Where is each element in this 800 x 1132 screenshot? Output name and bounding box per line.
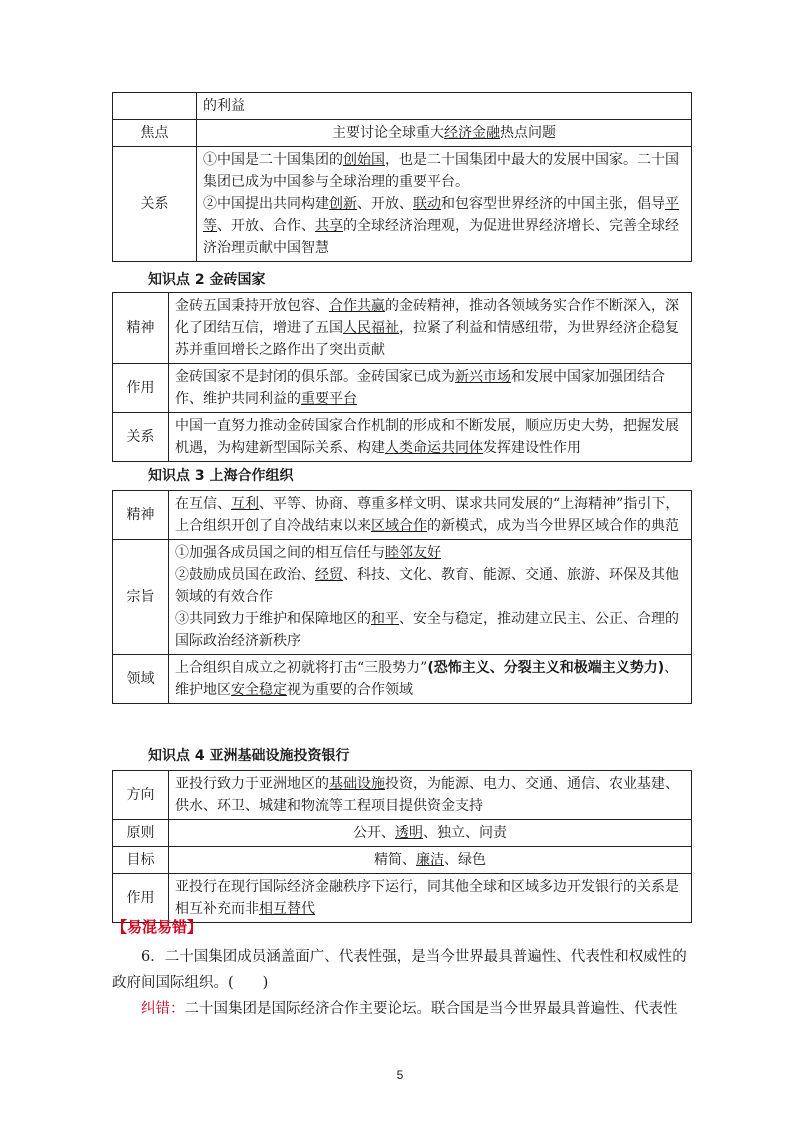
sco-spirit-cell: 在互信、互利、平等、协商、尊重多样文明、谋求共同发展的“上海精神”指引下，上合组织开创了自冷战结束以来区域合作的新模式，成为当今世界区域合作的典范 <box>169 491 692 540</box>
g20-focus-cell: 主要讨论全球重大经济金融热点问题 <box>197 120 692 147</box>
sco-field-label: 领域 <box>113 655 169 704</box>
table-row <box>113 364 692 413</box>
table-row <box>113 820 692 847</box>
aiib-direction-cell: 亚投行致力于亚洲地区的基础设施投资，为能源、电力、交通、通信、农业基建、供水、环卫、城建和物流等工程项目提供资金支持 <box>169 771 692 820</box>
sco-purpose-label: 宗旨 <box>113 540 169 655</box>
aiib-principle-cell: 公开、透明、独立、问责 <box>169 820 692 847</box>
brics-spirit-label: 精神 <box>113 293 169 364</box>
table-row <box>113 93 692 120</box>
g20-focus-label: 焦点 <box>113 120 197 147</box>
aiib-heading: 知识点 4 亚洲基础设施投资银行 <box>148 748 350 764</box>
table-row <box>113 413 692 462</box>
sco-purpose-cell: ①加强各成员国之间的相互信任与睦邻友好 ②鼓励成员国在政治、经贸、科技、文化、教育、能源、交通、旅游、环保及其他领域的有效合作 ③共同致力于维护和保障地区的和平、安全与稳定，推动建立民主、公正、合理的国际政治经济新秩序 <box>169 540 692 655</box>
aiib-role-cell: 亚投行在现行国际经济金融秩序下运行，同其他全球和区域多边开发银行的关系是相互补充而非相互替代 <box>169 874 692 923</box>
correction-paragraph <box>112 996 692 1022</box>
aiib-role-label: 作用 <box>113 874 169 923</box>
aiib-table <box>112 770 692 923</box>
aiib-goal-cell: 精简、廉洁、绿色 <box>169 847 692 874</box>
table-row <box>113 655 692 704</box>
table-row <box>113 120 692 147</box>
brics-table <box>112 292 692 462</box>
g20-relation-label: 关系 <box>113 147 197 262</box>
question-6: 6．二十国集团成员涵盖面广、代表性强，是当今世界最具普遍性、代表性和权威性的政府间国际组织。( ) <box>112 949 687 991</box>
brics-heading: 知识点 2 金砖国家 <box>148 272 266 288</box>
sco-field-cell: 上合组织自成立之初就将打击“三股势力”(恐怖主义、分裂主义和极端主义势力)、维护地区安全稳定视为重要的合作领域 <box>169 655 692 704</box>
brics-spirit-cell: 金砖五国秉持开放包容、合作共赢的金砖精神，推动各领域务实合作不断深入，深化了团结互信，增进了五国人民福祉，拉紧了利益和情感纽带，为世界经济企稳复苏并重回增长之路作出了突出贡献 <box>169 293 692 364</box>
brics-role-cell: 金砖国家不是封闭的俱乐部。金砖国家已成为新兴市场和发展中国家加强团结合作、维护共同利益的重要平台 <box>169 364 692 413</box>
sco-spirit-label: 精神 <box>113 491 169 540</box>
table-row <box>113 771 692 820</box>
aiib-principle-label: 原则 <box>113 820 169 847</box>
aiib-direction-label: 方向 <box>113 771 169 820</box>
sco-table <box>112 490 692 704</box>
brics-role-label: 作用 <box>113 364 169 413</box>
brics-relation-cell: 中国一直努力推动金砖国家合作机制的形成和不断发展，顺应历史大势，把握发展机遇，为构建新型国际关系、构建人类命运共同体发挥建设性作用 <box>169 413 692 462</box>
table-row <box>113 540 692 655</box>
table-row <box>113 293 692 364</box>
table-row <box>113 847 692 874</box>
table-row <box>113 147 692 262</box>
table-row <box>113 491 692 540</box>
brics-relation-label: 关系 <box>113 413 169 462</box>
aiib-goal-label: 目标 <box>113 847 169 874</box>
g20-relation-cell: ①中国是二十国集团的创始国，也是二十国集团中最大的发展中国家。二十国集团已成为中国参与全球治理的重要平台。 ②中国提出共同构建创新、开放、联动和包容型世界经济的中国主张，倡导平等、开放、合作、共享的全球经济治理观，为促进世界经济增长、完善全球经济治理贡献中国智慧 <box>197 147 692 262</box>
mistakes-title: 【易混易错】 <box>112 918 203 936</box>
g20-table <box>112 92 692 262</box>
g20-benefit-cell: 的利益 <box>197 93 692 120</box>
page-number: 5 <box>396 1068 404 1082</box>
sco-heading: 知识点 3 上海合作组织 <box>148 468 294 484</box>
correction-text: 二十国集团是国际经济合作主要论坛。联合国是当今世界最具普遍性、代表性 <box>184 1001 678 1017</box>
correction-label: 纠错： <box>141 1001 185 1017</box>
